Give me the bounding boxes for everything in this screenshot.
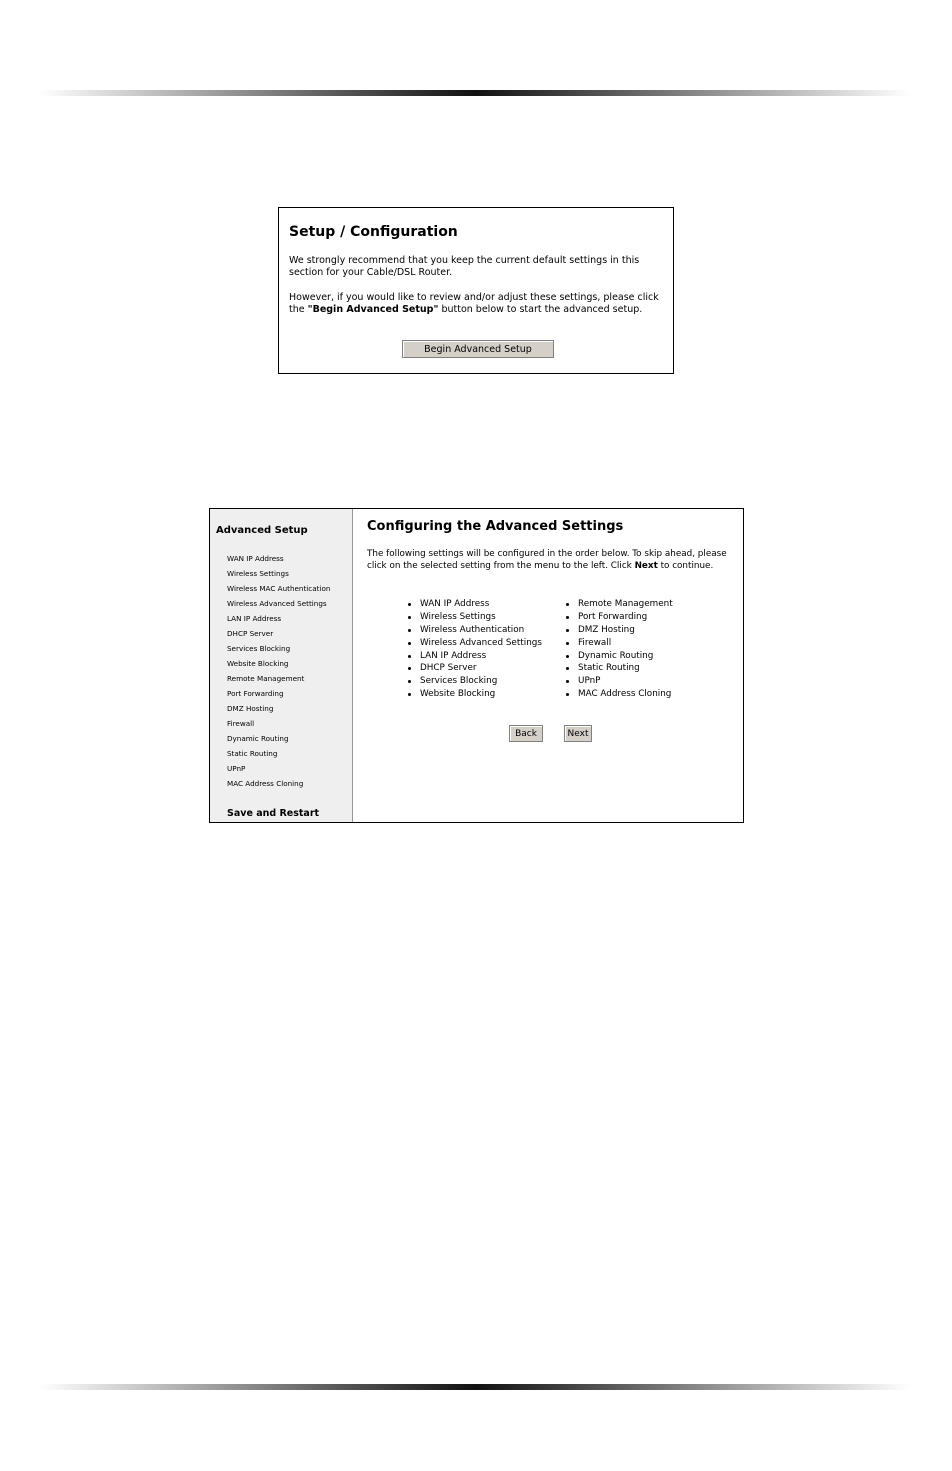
sidebar-item-wireless-mac-authentication[interactable]: Wireless MAC Authentication: [227, 584, 331, 593]
sidebar-item-services-blocking[interactable]: Services Blocking: [227, 644, 291, 653]
bottom-divider-rule: [40, 1384, 910, 1390]
setup-configuration-panel: [278, 207, 674, 374]
settings-list-column-2: [566, 598, 673, 701]
sidebar-item-dynamic-routing[interactable]: Dynamic Routing: [227, 734, 289, 743]
back-button[interactable]: Back: [509, 725, 543, 742]
setup-instruction-prefix: However, if you would like to review and/or adjust these settings, please click the: [289, 292, 659, 315]
sidebar-item-remote-management[interactable]: Remote Management: [227, 674, 305, 683]
setup-instruction-text: [289, 292, 663, 316]
settings-list-item: WAN IP Address: [408, 598, 542, 611]
settings-list-item: DMZ Hosting: [566, 624, 673, 637]
advanced-settings-panel: [209, 508, 744, 823]
settings-list-item: DHCP Server: [408, 662, 542, 675]
advanced-main-content: [353, 509, 743, 822]
sidebar-item-static-routing[interactable]: Static Routing: [227, 749, 278, 758]
sidebar-item-wan-ip-address[interactable]: WAN IP Address: [227, 554, 284, 563]
sidebar-item-firewall[interactable]: Firewall: [227, 719, 255, 728]
setup-instruction-suffix: button below to start the advanced setup.: [438, 304, 643, 315]
description-suffix: to continue.: [657, 560, 714, 571]
settings-list-item: Services Blocking: [408, 675, 542, 688]
settings-list-item: Wireless Settings: [408, 611, 542, 624]
setup-title: Setup / Configuration: [289, 224, 458, 240]
advanced-setup-sidebar: [210, 509, 353, 822]
sidebar-title: Advanced Setup: [216, 525, 308, 536]
settings-list-item: Static Routing: [566, 662, 673, 675]
page-title: Configuring the Advanced Settings: [367, 519, 624, 534]
sidebar-item-port-forwarding[interactable]: Port Forwarding: [227, 689, 284, 698]
settings-list-item: Port Forwarding: [566, 611, 673, 624]
settings-list-item: Dynamic Routing: [566, 650, 673, 663]
sidebar-item-wireless-advanced-settings[interactable]: Wireless Advanced Settings: [227, 599, 327, 608]
settings-list-item: Remote Management: [566, 598, 673, 611]
settings-list-item: LAN IP Address: [408, 650, 542, 663]
settings-list-item: Wireless Advanced Settings: [408, 637, 542, 650]
sidebar-item-dmz-hosting[interactable]: DMZ Hosting: [227, 704, 274, 713]
sidebar-item-mac-address-cloning[interactable]: MAC Address Cloning: [227, 779, 304, 788]
settings-list-column-1: [408, 598, 542, 701]
sidebar-menu: [227, 551, 330, 791]
top-divider-rule: [40, 90, 910, 96]
setup-recommendation-text: We strongly recommend that you keep the current default settings in this section for your Cable/DSL Router.: [289, 255, 640, 278]
settings-list-item: MAC Address Cloning: [566, 688, 673, 701]
sidebar-item-upnp[interactable]: UPnP: [227, 764, 246, 773]
sidebar-item-website-blocking[interactable]: Website Blocking: [227, 659, 289, 668]
setup-instruction-bold: "Begin Advanced Setup": [307, 304, 439, 315]
description-bold-next: Next: [634, 560, 658, 571]
next-button[interactable]: Next: [564, 725, 592, 742]
begin-advanced-setup-button[interactable]: Begin Advanced Setup: [402, 340, 554, 358]
settings-list-item: Website Blocking: [408, 688, 542, 701]
description-prefix: The following settings will be configured in the order below. To skip ahead, please click on the selected setting from the menu to the left. Click: [367, 549, 727, 571]
settings-list-item: Firewall: [566, 637, 673, 650]
settings-list-item: UPnP: [566, 675, 673, 688]
settings-list-item: Wireless Authentication: [408, 624, 542, 637]
sidebar-item-dhcp-server[interactable]: DHCP Server: [227, 629, 274, 638]
sidebar-item-wireless-settings[interactable]: Wireless Settings: [227, 569, 289, 578]
sidebar-item-lan-ip-address[interactable]: LAN IP Address: [227, 614, 282, 623]
advanced-description: [367, 549, 733, 572]
save-and-restart-link[interactable]: Save and Restart: [227, 808, 320, 819]
